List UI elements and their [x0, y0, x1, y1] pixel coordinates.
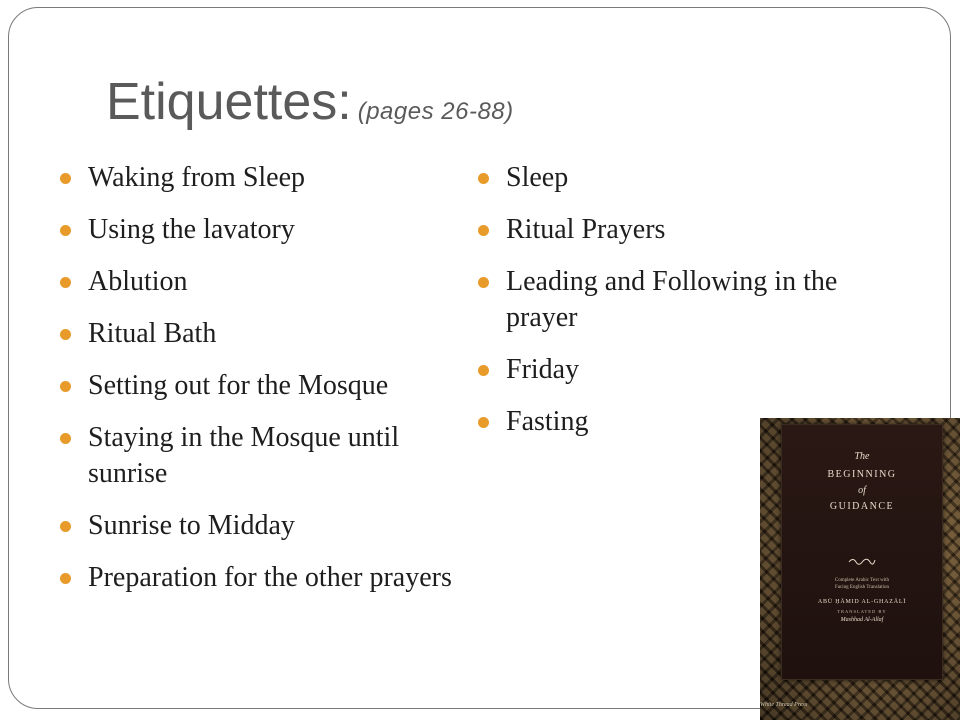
bullet-dot-icon	[60, 521, 71, 532]
left-bullet-list	[60, 160, 460, 612]
bullet-dot-icon	[478, 365, 489, 376]
list-item-text: Fasting	[506, 406, 589, 437]
list-item-text: Using the lavatory	[88, 214, 295, 245]
list-item	[60, 508, 460, 544]
book-cover-image	[760, 418, 960, 720]
list-item	[60, 316, 460, 352]
calligraphy-icon	[848, 555, 876, 565]
list-item-text: Preparation for the other prayers	[88, 562, 452, 593]
slide-title	[106, 72, 514, 142]
book-cover-description	[782, 577, 942, 591]
list-item	[60, 264, 460, 300]
list-item	[478, 264, 908, 336]
bullet-dot-icon	[60, 277, 71, 288]
list-item-text: Leading and Following in the prayer	[506, 266, 838, 333]
bullet-dot-icon	[60, 573, 71, 584]
book-cover-author: ABŪ ḤĀMID AL-GHAZĀLĪ	[817, 599, 907, 605]
list-item	[478, 352, 908, 388]
bullet-dot-icon	[60, 433, 71, 444]
book-cover-title	[782, 467, 942, 515]
list-item	[60, 560, 460, 596]
book-cover-publisher: White Thread Press	[760, 702, 808, 708]
book-cover-title-line2: GUIDANCE	[829, 501, 895, 512]
list-item-text: Ritual Prayers	[506, 214, 666, 245]
book-cover-translator: Mashhad Al-Allaf	[840, 617, 884, 623]
list-item	[478, 160, 908, 196]
bullet-dot-icon	[478, 417, 489, 428]
list-item-text: Sleep	[506, 162, 569, 193]
bullet-dot-icon	[60, 173, 71, 184]
list-item	[478, 212, 908, 248]
list-item-text: Ablution	[88, 266, 188, 297]
list-item-text: Staying in the Mosque until sunrise	[88, 422, 400, 489]
list-item	[60, 420, 460, 492]
slide-title-main: Etiquettes:	[106, 73, 352, 131]
book-cover-title-of: of	[858, 485, 866, 496]
book-cover-title-line1: BEGINNING	[827, 469, 897, 480]
bullet-dot-icon	[478, 173, 489, 184]
right-bullet-list	[478, 160, 908, 456]
book-cover-translated-by: TRANSLATED BY	[837, 609, 887, 614]
list-item-text: Setting out for the Mosque	[88, 370, 389, 401]
bullet-dot-icon	[60, 329, 71, 340]
book-cover-desc-line1: Complete Arabic Text with	[834, 578, 890, 583]
book-cover-panel	[781, 424, 943, 680]
list-item-text: Sunrise to Midday	[88, 510, 295, 541]
list-item-text: Waking from Sleep	[88, 162, 306, 193]
book-cover-the: The	[854, 451, 870, 462]
list-item-text: Friday	[506, 354, 580, 385]
book-cover-desc-line2: Facing English Translation	[835, 585, 889, 590]
bullet-dot-icon	[60, 225, 71, 236]
list-item	[60, 368, 460, 404]
bullet-dot-icon	[478, 277, 489, 288]
list-item	[60, 160, 460, 196]
list-item-text: Ritual Bath	[88, 318, 217, 349]
slide-title-pages: (pages 26-88)	[357, 98, 514, 125]
bullet-dot-icon	[60, 381, 71, 392]
list-item	[60, 212, 460, 248]
bullet-dot-icon	[478, 225, 489, 236]
